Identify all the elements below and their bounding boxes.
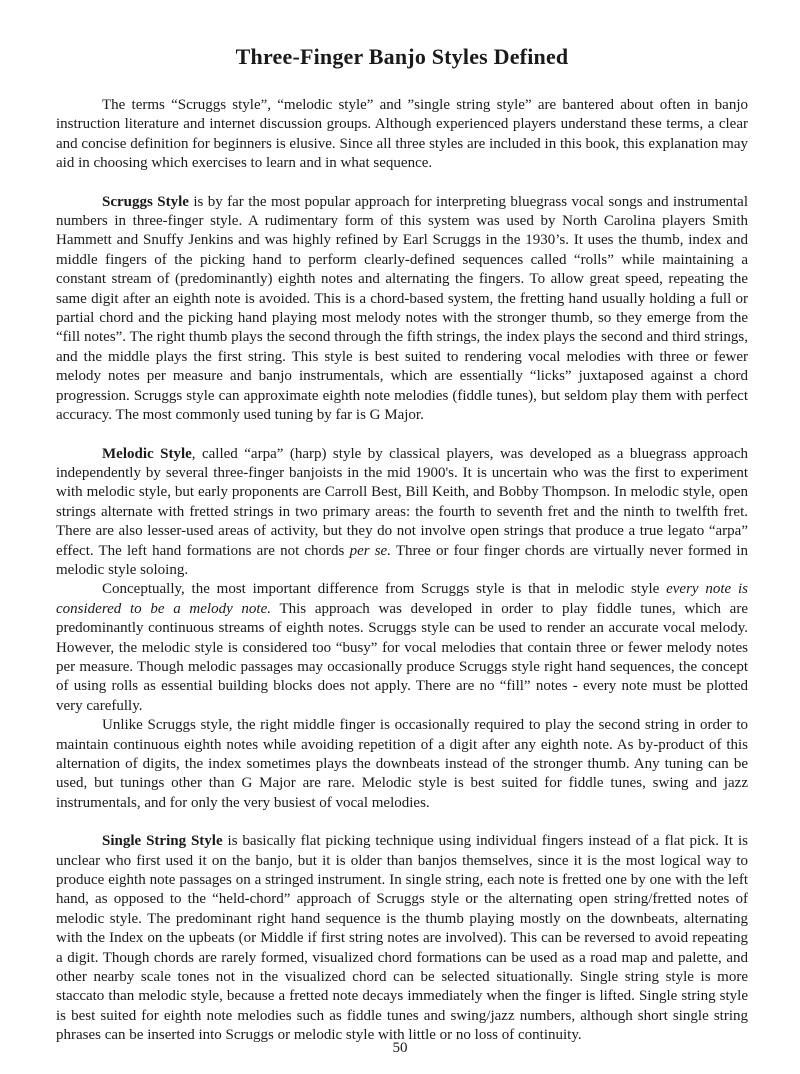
melodic-text-2a: Conceptually, the most important difference from Scruggs style is that in melodic style (102, 581, 667, 598)
melodic-text-2b: This approach was developed in order to play fiddle tunes, which are predominantly continuous streams of eighth notes. Scruggs style can be used to render an accurate vocal melody. However, the melodic style is considered too “busy” for vocal melodies that contain three or fewer melody notes per measure. Though melodic passages may occasionally produce Scruggs style right hand sequences, the concept of using rolls as essential building blocks does not apply. There are no “fill” notes - every note must be plotted very carefully. (56, 600, 748, 714)
melodic-paragraph-3: Unlike Scruggs style, the right middle finger is occasionally required to play the second string in order to maintain continuous eighth notes while avoiding repetition of a digit after any eighth note. As by-product of this alternation of digits, the index sometimes plays the downbeats instead of the stronger thumb. Any tuning can be used, but tunings other than G Major are rare. Melodic style is best suited for fiddle tunes, swing and jazz instrumentals, and for only the very busiest of vocal melodies. (56, 717, 748, 811)
melodic-text-1a: , called “arpa” (harp) style by classical players, was developed as a bluegrass approach independently by several three-finger banjoists in the mid 1900's. It is uncertain who was the first to experiment with melodic style, but early proponents are Carroll Best, Bill Keith, and Bobby Thompson. In melodic style, open strings alternate with fretted strings in two primary areas: the fourth to seventh fret and the ninth to twelfth fret. There are also lesser-used areas of activity, but they do not involve open strings that produce a true legato “arpa” effect. The left hand formations are not chords (56, 445, 748, 559)
intro-paragraph: The terms “Scruggs style”, “melodic style” and ”single string style” are bantered about often in banjo instruction literature and internet discussion groups. Although experienced players understand these terms, a clear and concise definition for beginners is elusive. Since all three styles are included in this book, this explanation may aid in choosing which exercises to learn and in what sequence. (56, 97, 748, 172)
melodic-paragraph-2 (56, 580, 748, 716)
single-string-heading: Single String Style (102, 833, 223, 850)
melodic-text-1b: Three or four finger chords are virtually never formed in melodic style soloing. (56, 542, 749, 578)
scruggs-paragraph (56, 193, 748, 426)
melodic-paragraph-1 (56, 445, 748, 581)
page-content (56, 44, 748, 1046)
page-title: Three-Finger Banjo Styles Defined (235, 44, 569, 69)
single-string-text: is basically flat picking technique using individual fingers instead of a flat pick. It is unclear who first used it on the banjo, but it is older than banjos themselves, since it is the most logical way to produce eighth note passages on a stringed instrument. In single string, each note is fretted one by one with the left hand, as opposed to the “held-chord” approach of Scruggs style or the alternating open string/fretted notes of melodic style. The predominant right hand sequence is the thumb playing mostly on the downbeats, alternating with the Index on the upbeats (or Middle if first string notes are involved). This can be reversed to avoid repeating a digit. Though chords are rarely formed, visualized chord formations can be used as a road map and palette, and other nearby scale tones not in the visualized chord can be selected situationally. Single string style is more staccato than melodic style, because a fretted note decays immediately when the finger is lifted. Single string style is best suited for eighth note melodies such as fiddle tunes and swing/jazz numbers, although short single string phrases can be inserted into Scruggs or melodic style with little or no loss of continuity. (56, 833, 748, 1044)
scruggs-heading: Scruggs Style (102, 193, 189, 210)
melodic-italic-2: every note is considered to be a melody note. (56, 581, 748, 617)
single-string-paragraph (56, 832, 748, 1045)
melodic-heading: Melodic Style (102, 445, 192, 462)
scruggs-text: is by far the most popular approach for interpreting bluegrass vocal songs and instrumental numbers in three-finger style. A rudimentary form of this system was used by North Carolina players Smith Hammett and Snuffy Jenkins and was highly refined by Earl Scruggs in the 1930’s. It uses the thumb, index and middle fingers of the picking hand to perform clearly-defined sequences called “rolls” while maintaining a constant stream of (predominantly) eighth notes and alternating the fingers. To allow great speed, repeating the same digit after an eighth note is avoided. This is a chord-based system, the fretting hand usually holding a full or partial chord and the picking hand playing most melody notes with the stronger thumb, so they emerge from the “fill notes”. The right thumb plays the second through the fifth strings, the index plays the second and third strings, and the middle plays the first string. This style is best suited to rendering vocal melodies with three or fewer melody notes per measure and banjo instrumentals, which are essentially “licks” juxtaposed against a chord progression. Scruggs style can approximate eighth note melodies (fiddle tunes), but seldom play them with perfect accuracy. The most commonly used tuning by far is G Major. (56, 193, 749, 424)
melodic-italic-1: per se. (349, 542, 391, 559)
page-number: 50 (392, 1040, 408, 1056)
